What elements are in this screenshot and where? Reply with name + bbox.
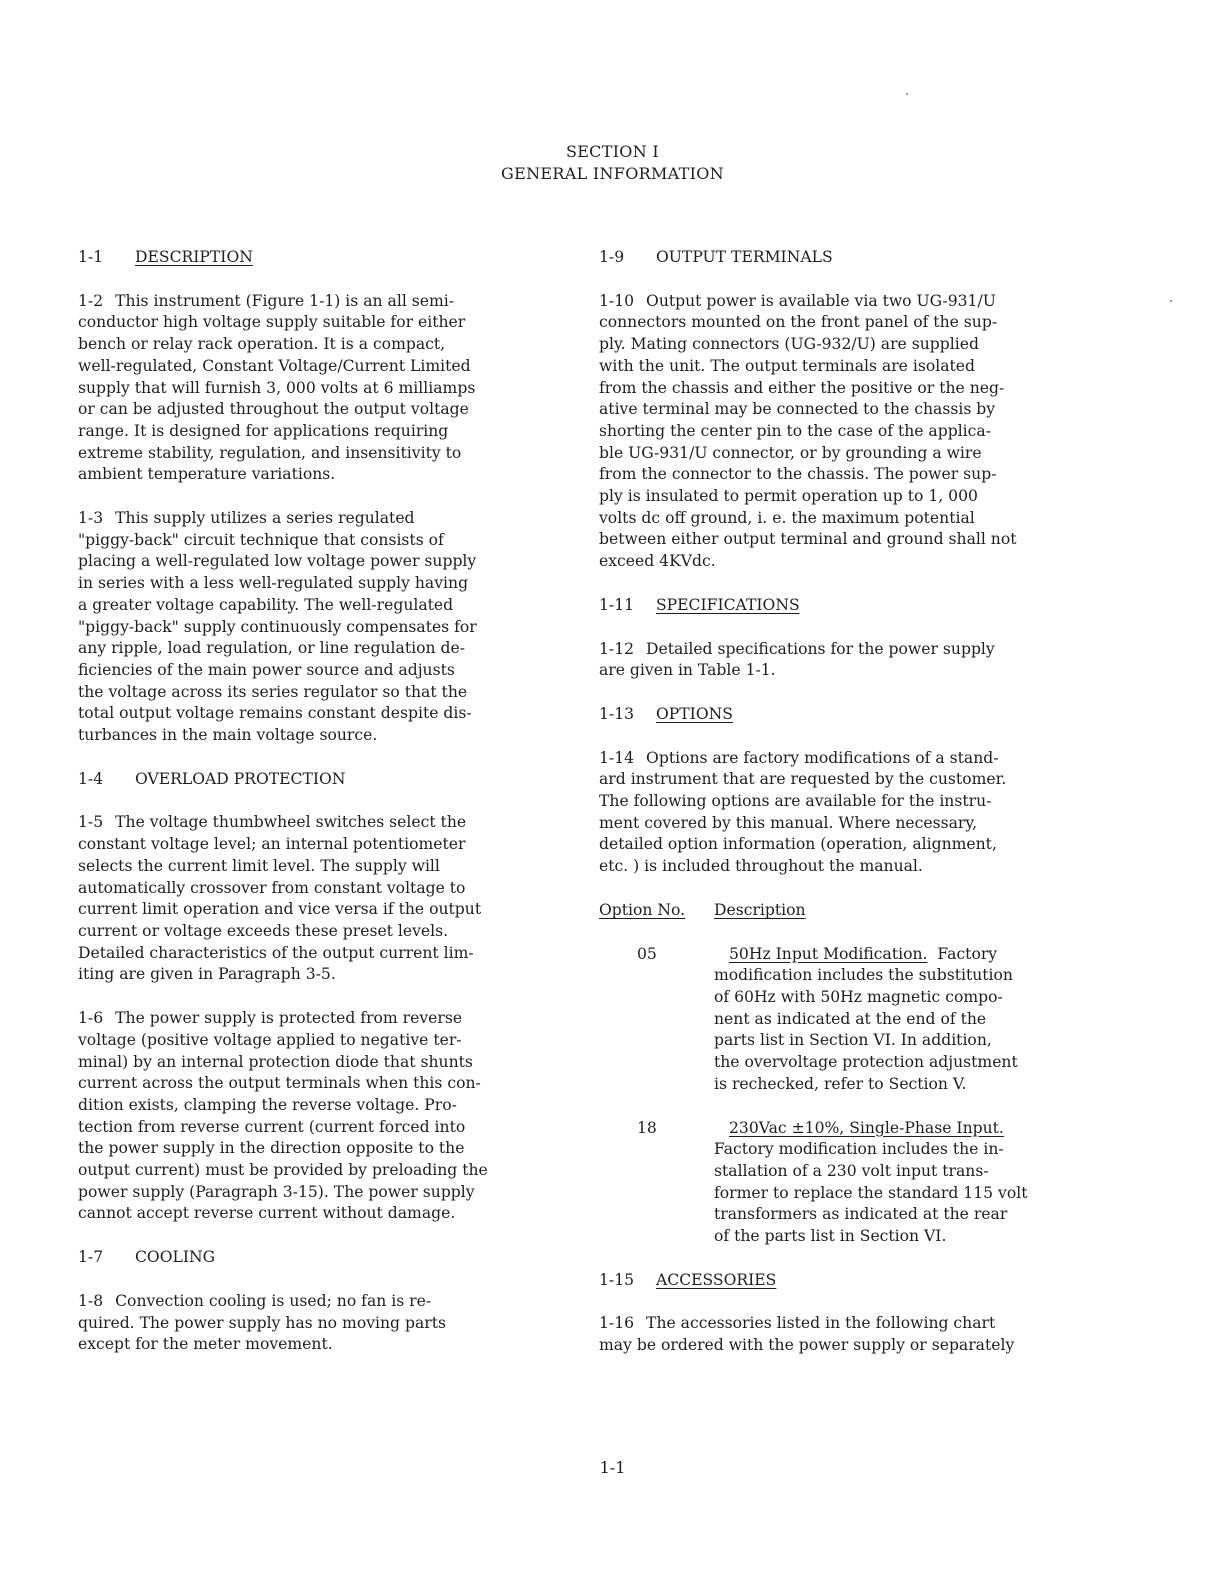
line-text: or can be adjusted throughout the output voltage — [78, 400, 469, 419]
paragraph-line — [78, 1313, 556, 1335]
option-number: 18 — [637, 1118, 657, 1137]
paragraph-line — [599, 639, 1081, 661]
paragraph-line — [78, 964, 556, 986]
paragraph-line — [599, 856, 1081, 878]
line-text: conductor high voltage supply suitable for either — [78, 313, 466, 332]
paragraph-line — [78, 464, 556, 486]
paragraph — [78, 291, 556, 486]
option-line: transformers as indicated at the rear — [714, 1205, 1008, 1224]
option-line: stallation of a 230 volt input trans- — [714, 1161, 989, 1180]
line-text: ply is insulated to permit operation up to 1, 000 — [599, 487, 978, 506]
line-text: with the unit. The output terminals are isolated — [599, 356, 976, 375]
paragraph-number: 1-2 — [78, 291, 104, 310]
section-label: SECTION I — [565, 142, 660, 161]
option-line: of the parts list in Section VI. — [714, 1227, 947, 1246]
option-line: modification includes the substitution — [714, 966, 1013, 985]
paragraph-line — [78, 834, 556, 856]
line-text: supply that will furnish 3, 000 volts at 6 milliamps — [78, 378, 476, 397]
line-text: This instrument (Figure 1-1) is an all semi- — [115, 291, 455, 310]
left-column — [78, 247, 556, 1378]
paragraph — [599, 639, 1081, 682]
line-text: constant voltage level; an internal potentiometer — [78, 835, 466, 854]
line-text: the power supply in the direction opposite to the — [78, 1139, 465, 1158]
paragraph-line — [78, 291, 556, 313]
line-text: dition exists, clamping the reverse voltage. Pro- — [78, 1095, 457, 1114]
scan-speck — [906, 93, 908, 95]
paragraph-line — [78, 1334, 556, 1356]
line-text: current or voltage exceeds these preset levels. — [78, 921, 449, 940]
heading-title: OVERLOAD PROTECTION — [135, 769, 346, 788]
scan-speck — [1170, 300, 1172, 302]
paragraph — [78, 812, 556, 986]
line-text: range. It is designed for applications requiring — [78, 421, 449, 440]
paragraph-line — [78, 573, 556, 595]
paragraph-line — [599, 486, 1081, 508]
line-text: total output voltage remains constant despite dis- — [78, 704, 472, 723]
section-heading — [599, 1270, 1081, 1292]
line-text: etc. ) is included throughout the manual. — [599, 857, 923, 876]
line-text: automatically crossover from constant voltage to — [78, 878, 466, 897]
paragraph-line — [78, 812, 556, 834]
line-text: connectors mounted on the front panel of the sup- — [599, 313, 998, 332]
paragraph-line — [599, 529, 1081, 551]
line-text: ard instrument that are requested by the customer. — [599, 770, 1007, 789]
option-title-line — [714, 1118, 1027, 1140]
line-text: shorting the center pin to the case of the applica- — [599, 421, 991, 440]
line-text: voltage (positive voltage applied to negative ter- — [78, 1030, 462, 1049]
paragraph-line — [599, 443, 1081, 465]
line-text: well-regulated, Constant Voltage/Current Limited — [78, 356, 471, 375]
line-text: except for the meter movement. — [78, 1335, 333, 1354]
option-no-header: Option No. — [599, 900, 686, 919]
line-text: power supply (Paragraph 3-15). The power supply — [78, 1182, 475, 1201]
paragraph-line — [599, 660, 1081, 682]
heading-title: SPECIFICATIONS — [656, 595, 800, 614]
paragraph-line — [599, 464, 1081, 486]
paragraph — [78, 508, 556, 747]
line-text: The accessories listed in the following chart — [646, 1314, 996, 1333]
line-text: selects the current limit level. The supply will — [78, 856, 440, 875]
line-text: ment covered by this manual. Where necessary, — [599, 813, 978, 832]
page-title: GENERAL INFORMATION — [501, 164, 724, 183]
paragraph-line — [78, 378, 556, 400]
line-text: may be ordered with the power supply or separately — [599, 1336, 1015, 1355]
paragraph-number: 1-4 — [78, 769, 104, 788]
paragraph-number: 1-11 — [599, 595, 635, 614]
paragraph-line — [599, 312, 1081, 334]
line-text: current limit operation and vice versa if the output — [78, 900, 482, 919]
option-line: nent as indicated at the end of the — [714, 1009, 987, 1028]
line-text: cannot accept reverse current without damage. — [78, 1204, 456, 1223]
paragraph-line — [78, 703, 556, 725]
paragraph-line — [599, 813, 1081, 835]
line-text: quired. The power supply has no moving parts — [78, 1313, 446, 1332]
paragraph-line — [78, 1160, 556, 1182]
line-text: between either output terminal and ground shall not — [599, 530, 1017, 549]
paragraph-line — [599, 769, 1081, 791]
options-table-header — [599, 900, 1081, 922]
section-heading — [599, 247, 1081, 269]
paragraph — [78, 1008, 556, 1225]
line-text: ambient temperature variations. — [78, 465, 336, 484]
paragraph-line — [599, 748, 1081, 770]
paragraph-line — [599, 356, 1081, 378]
paragraph-line — [599, 421, 1081, 443]
right-column — [599, 247, 1081, 1379]
paragraph-line — [78, 617, 556, 639]
paragraph-line — [78, 660, 556, 682]
line-text: current across the output terminals when this con- — [78, 1074, 481, 1093]
option-title-line — [714, 944, 1018, 966]
line-text: Detailed characteristics of the output current lim- — [78, 943, 474, 962]
paragraph-line — [78, 421, 556, 443]
paragraph-line — [78, 356, 556, 378]
paragraph-line — [78, 725, 556, 747]
paragraph — [599, 291, 1081, 573]
page-header — [0, 141, 1225, 185]
paragraph-number: 1-13 — [599, 704, 635, 723]
line-text: from the connector to the chassis. The power sup- — [599, 465, 997, 484]
paragraph-line — [78, 1008, 556, 1030]
paragraph-line — [78, 508, 556, 530]
option-line: parts list in Section VI. In addition, — [714, 1031, 992, 1050]
paragraph-number: 1-6 — [78, 1009, 104, 1028]
paragraph-number: 1-15 — [599, 1270, 635, 1289]
line-text: ply. Mating connectors (UG-932/U) are supplied — [599, 335, 979, 354]
line-text: The voltage thumbwheel switches select the — [115, 813, 467, 832]
paragraph-line — [599, 378, 1081, 400]
option-row — [599, 1118, 1081, 1248]
line-text: volts dc off ground, i. e. the maximum potential — [599, 508, 975, 527]
paragraph-line — [78, 899, 556, 921]
paragraph-number: 1-10 — [599, 291, 635, 310]
paragraph-line — [599, 508, 1081, 530]
paragraph-line — [599, 1313, 1081, 1335]
paragraph-line — [78, 312, 556, 334]
paragraph-line — [78, 595, 556, 617]
paragraph-number: 1-8 — [78, 1291, 104, 1310]
heading-title: COOLING — [135, 1248, 216, 1267]
line-text: The power supply is protected from reverse — [115, 1009, 463, 1028]
paragraph-number: 1-5 — [78, 813, 104, 832]
heading-title: OPTIONS — [656, 704, 733, 723]
paragraph-line — [599, 791, 1081, 813]
paragraph-line — [78, 921, 556, 943]
paragraph-line — [599, 334, 1081, 356]
paragraph-line — [599, 399, 1081, 421]
option-line: the overvoltage protection adjustment — [714, 1053, 1018, 1072]
paragraph-line — [599, 834, 1081, 856]
option-description — [714, 1118, 1027, 1248]
heading-title: ACCESSORIES — [656, 1270, 777, 1289]
line-text: from the chassis and either the positive or the neg- — [599, 378, 1005, 397]
section-heading — [78, 1247, 556, 1269]
line-text: tection from reverse current (current forced into — [78, 1117, 466, 1136]
paragraph — [78, 1291, 556, 1356]
heading-title: DESCRIPTION — [135, 248, 253, 266]
line-text: Output power is available via two UG-931/U — [646, 291, 996, 310]
paragraph-line — [78, 1073, 556, 1095]
paragraph-number: 1-16 — [599, 1314, 635, 1333]
line-text: ative terminal may be connected to the chassis by — [599, 400, 996, 419]
line-text: bench or relay rack operation. It is a compact, — [78, 335, 446, 354]
paragraph-number: 1-14 — [599, 748, 635, 767]
option-number: 05 — [637, 944, 657, 963]
paragraph-number: 1-3 — [78, 509, 104, 528]
paragraph-number: 1-1 — [78, 248, 104, 266]
line-text: any ripple, load regulation, or line regulation de- — [78, 639, 465, 658]
paragraph — [599, 748, 1081, 878]
line-text: ble UG-931/U connector, or by grounding a wire — [599, 443, 982, 462]
paragraph-number: 1-9 — [599, 248, 625, 266]
option-title: 50Hz Input Modification. — [729, 944, 928, 963]
paragraph-line — [78, 399, 556, 421]
paragraph-line — [78, 1138, 556, 1160]
paragraph-line — [78, 551, 556, 573]
paragraph-line — [78, 1203, 556, 1225]
section-heading — [78, 769, 556, 791]
line-text: detailed option information (operation, alignment, — [599, 835, 997, 854]
line-text: exceed 4KVdc. — [599, 552, 716, 571]
line-text: output current) must be provided by preloading the — [78, 1161, 488, 1180]
heading-title: OUTPUT TERMINALS — [656, 248, 833, 266]
paragraph-number: 1-12 — [599, 639, 635, 658]
section-heading — [599, 704, 1081, 726]
paragraph-line — [78, 1291, 556, 1313]
paragraph-line — [78, 1030, 556, 1052]
option-description — [714, 944, 1018, 1096]
paragraph-line — [78, 530, 556, 552]
line-text: minal) by an internal protection diode that shunts — [78, 1052, 473, 1071]
line-text: iting are given in Paragraph 3-5. — [78, 965, 336, 984]
line-text: a greater voltage capability. The well-regulated — [78, 595, 454, 614]
line-text: "piggy-back" supply continuously compensates for — [78, 617, 477, 636]
paragraph-line — [78, 334, 556, 356]
page-number: 1-1 — [599, 1458, 626, 1477]
option-line: Factory modification includes the in- — [714, 1140, 1004, 1159]
line-text: ficiencies of the main power source and adjusts — [78, 660, 455, 679]
line-text: in series with a less well-regulated supply having — [78, 574, 469, 593]
option-row — [599, 944, 1081, 1096]
option-title-rest: Factory — [927, 944, 998, 963]
line-text: Detailed specifications for the power supply — [646, 639, 995, 658]
line-text: extreme stability, regulation, and insensitivity to — [78, 443, 462, 462]
paragraph-line — [78, 1182, 556, 1204]
paragraph-number: 1-7 — [78, 1248, 104, 1267]
line-text: placing a well-regulated low voltage power supply — [78, 552, 477, 571]
line-text: the voltage across its series regulator so that the — [78, 682, 468, 701]
line-text: This supply utilizes a series regulated — [115, 509, 415, 528]
paragraph-line — [78, 1095, 556, 1117]
section-heading — [599, 595, 1081, 617]
paragraph-line — [599, 1335, 1081, 1357]
paragraph-line — [599, 291, 1081, 313]
paragraph-line — [78, 682, 556, 704]
option-line: former to replace the standard 115 volt — [714, 1183, 1028, 1202]
paragraph-line — [78, 856, 556, 878]
line-text: Convection cooling is used; no fan is re- — [115, 1291, 432, 1310]
paragraph-line — [78, 1052, 556, 1074]
option-title: 230Vac ±10%, Single-Phase Input. — [729, 1118, 1004, 1137]
paragraph-line — [78, 1117, 556, 1139]
option-line: of 60Hz with 50Hz magnetic compo- — [714, 987, 1003, 1006]
paragraph-line — [78, 638, 556, 660]
line-text: "piggy-back" circuit technique that consists of — [78, 530, 444, 549]
section-heading — [78, 247, 556, 269]
paragraph-line — [78, 878, 556, 900]
option-line: is rechecked, refer to Section V. — [714, 1074, 967, 1093]
paragraph-line — [599, 551, 1081, 573]
paragraph-line — [78, 443, 556, 465]
paragraph-line — [78, 943, 556, 965]
line-text: are given in Table 1-1. — [599, 661, 776, 680]
line-text: turbances in the main voltage source. — [78, 726, 378, 745]
line-text: The following options are available for the instru- — [599, 792, 992, 811]
paragraph — [599, 1313, 1081, 1356]
description-header: Description — [714, 900, 806, 919]
line-text: Options are factory modifications of a stand- — [646, 748, 999, 767]
